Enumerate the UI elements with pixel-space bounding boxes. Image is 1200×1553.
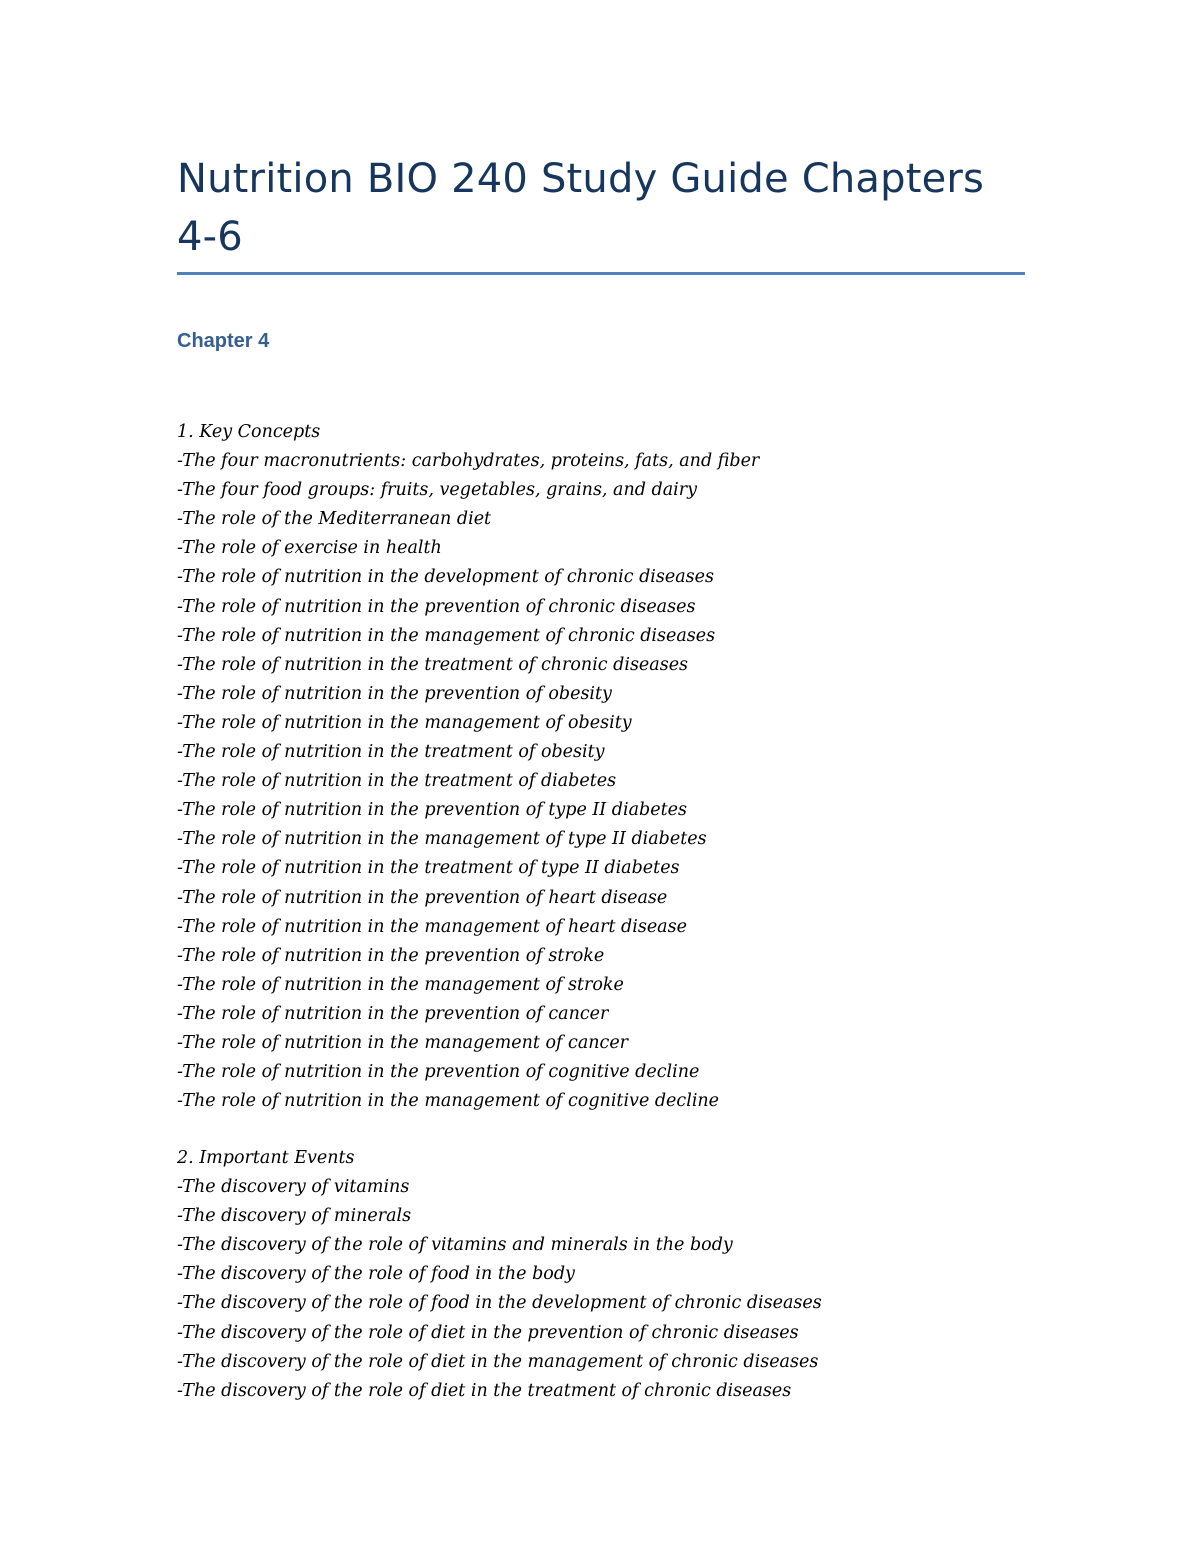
list-item: -The role of nutrition in the prevention of cognitive decline xyxy=(177,1062,700,1083)
list-item: -The discovery of the role of diet in the prevention of chronic diseases xyxy=(177,1322,799,1343)
list-item: -The role of nutrition in the management of obesity xyxy=(177,712,632,733)
document-title: Nutrition BIO 240 Study Guide Chapters 4-6 xyxy=(177,156,985,260)
list-item: -The role of the Mediterranean diet xyxy=(177,509,492,530)
list-item: -The role of nutrition in the prevention of chronic diseases xyxy=(177,596,696,617)
list-item: -The discovery of vitamins xyxy=(177,1177,410,1198)
list-item: -The role of nutrition in the prevention of type II diabetes xyxy=(177,800,687,821)
title-underline-rule xyxy=(177,272,1025,275)
list-item: -The role of nutrition in the prevention of heart disease xyxy=(177,887,668,908)
list-item: -The role of nutrition in the treatment of chronic diseases xyxy=(177,654,689,675)
list-item: -The role of nutrition in the management of cognitive decline xyxy=(177,1091,720,1112)
section-heading: 1. Key Concepts xyxy=(177,422,321,442)
list-item: -The role of nutrition in the management of type II diabetes xyxy=(177,829,707,850)
list-item: -The four macronutrients: carbohydrates, proteins, fats, and fiber xyxy=(177,451,760,472)
list-item: -The discovery of the role of food in the development of chronic diseases xyxy=(177,1293,822,1314)
list-item: -The role of nutrition in the management of stroke xyxy=(177,974,624,995)
list-item: -The role of nutrition in the management of cancer xyxy=(177,1032,629,1053)
list-item: -The role of nutrition in the prevention of cancer xyxy=(177,1003,609,1024)
list-item: -The four food groups: fruits, vegetables, grains, and dairy xyxy=(177,480,698,501)
list-item: -The role of nutrition in the prevention of obesity xyxy=(177,683,612,704)
list-item: -The discovery of the role of diet in the management of chronic diseases xyxy=(177,1351,819,1372)
important-events-section xyxy=(177,1144,1025,1406)
list-item: -The discovery of the role of diet in the treatment of chronic diseases xyxy=(177,1380,792,1401)
list-item: -The discovery of minerals xyxy=(177,1206,412,1227)
list-item: -The role of nutrition in the management of chronic diseases xyxy=(177,625,716,646)
chapter-heading: Chapter 4 xyxy=(177,330,270,352)
list-item: -The role of nutrition in the development of chronic diseases xyxy=(177,567,714,588)
key-concepts-section xyxy=(177,418,1025,1116)
list-item: -The role of nutrition in the management of heart disease xyxy=(177,916,687,937)
list-item: -The role of nutrition in the treatment of diabetes xyxy=(177,771,617,792)
list-item: -The discovery of the role of food in the body xyxy=(177,1264,575,1285)
list-item: -The role of nutrition in the treatment of type II diabetes xyxy=(177,858,680,879)
list-item: -The role of nutrition in the treatment of obesity xyxy=(177,742,605,763)
list-item: -The role of nutrition in the prevention of stroke xyxy=(177,945,605,966)
section-heading: 2. Important Events xyxy=(177,1148,355,1168)
list-item: -The role of exercise in health xyxy=(177,538,442,559)
list-item: -The discovery of the role of vitamins and minerals in the body xyxy=(177,1235,733,1256)
